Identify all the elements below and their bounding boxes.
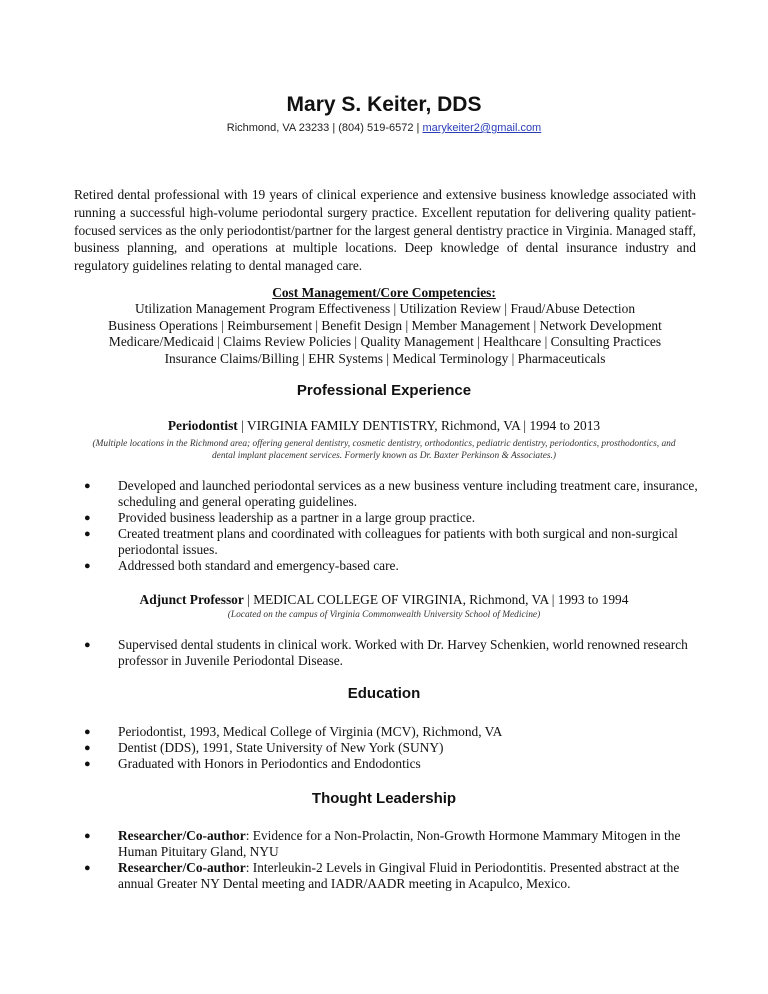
- bullet-icon: ●: [84, 560, 91, 572]
- bullet-icon: ●: [84, 512, 91, 524]
- item-text: : Evidence for a Non-Prolactin, Non-Growth Hormone Mammary Mitogen in the Human Pituitary Gland, NYU: [118, 828, 681, 859]
- competency-line: Utilization Management Program Effectiveness | Utilization Review | Fraud/Abuse Detection: [134, 301, 636, 316]
- bullet-text: Addressed both standard and emergency-based care.: [118, 558, 399, 573]
- list-item: [78, 724, 698, 740]
- job-note: (Multiple locations in the Richmond area; offering general dentistry, cosmetic dentistry, orthodontics, pediatric dentistry, periodontics, prosthodontics, and dental implant placement services. Formerly known as Dr. Baxter Perkinson & Associates.): [92, 439, 676, 461]
- bullet-text: Created treatment plans and coordinated with colleagues for patients with both surgical and non-surgical periodontal issues.: [118, 526, 678, 557]
- bullet-text: Periodontist, 1993, Medical College of Virginia (MCV), Richmond, VA: [118, 724, 503, 739]
- bullet-text: Developed and launched periodontal services as a new business venture including treatment care, insurance, scheduling and general operating guidelines.: [118, 478, 698, 509]
- bullet-text: Graduated with Honors in Periodontics and Endodontics: [118, 756, 421, 771]
- job-details: | MEDICAL COLLEGE OF VIRGINIA, Richmond, VA | 1993 to 1994: [243, 592, 629, 607]
- list-item: [78, 510, 698, 526]
- list-item: [78, 740, 698, 756]
- item-text: : Interleukin-2 Levels in Gingival Fluid in Periodontitis. Presented abstract at the annual Greater NY Dental meeting and IADR/AADR meeting in Acapulco, Mexico.: [118, 860, 680, 891]
- competencies-list: [60, 301, 710, 367]
- bullet-icon: ●: [84, 639, 91, 651]
- contact-text: Richmond, VA 23233 | (804) 519-6572 |: [226, 122, 423, 134]
- job-details: | VIRGINIA FAMILY DENTISTRY, Richmond, VA | 1994 to 2013: [237, 418, 601, 433]
- competency-line: Business Operations | Reimbursement | Benefit Design | Member Management | Network Development: [108, 317, 662, 333]
- bullet-icon: ●: [84, 742, 91, 754]
- job-title: Periodontist: [167, 418, 238, 433]
- education-heading: Education: [347, 685, 421, 702]
- competency-line: Insurance Claims/Billing | EHR Systems | Medical Terminology | Pharmaceuticals: [164, 350, 606, 366]
- bullet-icon: ●: [84, 726, 91, 738]
- experience-heading: Professional Experience: [296, 382, 472, 399]
- contact-line: [0, 122, 768, 134]
- list-item: [78, 558, 698, 574]
- thought-leadership-heading: Thought Leadership: [311, 790, 457, 807]
- bullet-icon: ●: [84, 528, 91, 540]
- list-item: [78, 478, 698, 510]
- bullet-icon: ●: [84, 758, 91, 770]
- competency-line: Medicare/Medicaid | Claims Review Policies | Quality Management | Healthcare | Consulting Practices: [108, 334, 662, 350]
- job-bullets: [78, 637, 698, 669]
- list-item: [78, 860, 698, 892]
- bullet-text: Supervised dental students in clinical work. Worked with Dr. Harvey Schenkien, world renowned research professor in Juvenile Periodontal Disease.: [118, 637, 688, 668]
- resume-name: Mary S. Keiter, DDS: [286, 93, 482, 116]
- job-title: Adjunct Professor: [139, 592, 244, 607]
- list-item: [78, 756, 698, 772]
- bullet-icon: ●: [84, 480, 91, 492]
- item-lead: Researcher/Co-author: [118, 828, 246, 843]
- summary-paragraph: Retired dental professional with 19 years of clinical experience and extensive business knowledge associated with running a successful high-volume periodontal surgery practice. Excellent reputation for delivering quality patient-focused services as the only periodontist/partner for the largest general dentistry practice in Virginia. Managed staff, business planning, and operations at multiple locations. Deep knowledge of dental insurance industry and regulatory guidelines relating to dental managed care.: [74, 187, 696, 274]
- list-item: [78, 828, 698, 860]
- job-title-line: [0, 592, 768, 608]
- bullet-icon: ●: [84, 862, 91, 874]
- email-link[interactable]: marykeiter2@gmail.com: [422, 122, 542, 134]
- job-bullets: [78, 478, 698, 574]
- job-note: (Located on the campus of Virginia Commonwealth University School of Medicine): [227, 610, 541, 620]
- list-item: [78, 637, 698, 669]
- bullet-icon: ●: [84, 830, 91, 842]
- thought-leadership-list: [78, 828, 698, 892]
- item-lead: Researcher/Co-author: [118, 860, 246, 875]
- job-title-line: [0, 418, 768, 434]
- competencies-title: Cost Management/Core Competencies:: [272, 285, 496, 300]
- list-item: [78, 526, 698, 558]
- bullet-text: Dentist (DDS), 1991, State University of New York (SUNY): [118, 740, 444, 755]
- bullet-text: Provided business leadership as a partner in a large group practice.: [118, 510, 476, 525]
- education-list: [78, 724, 698, 772]
